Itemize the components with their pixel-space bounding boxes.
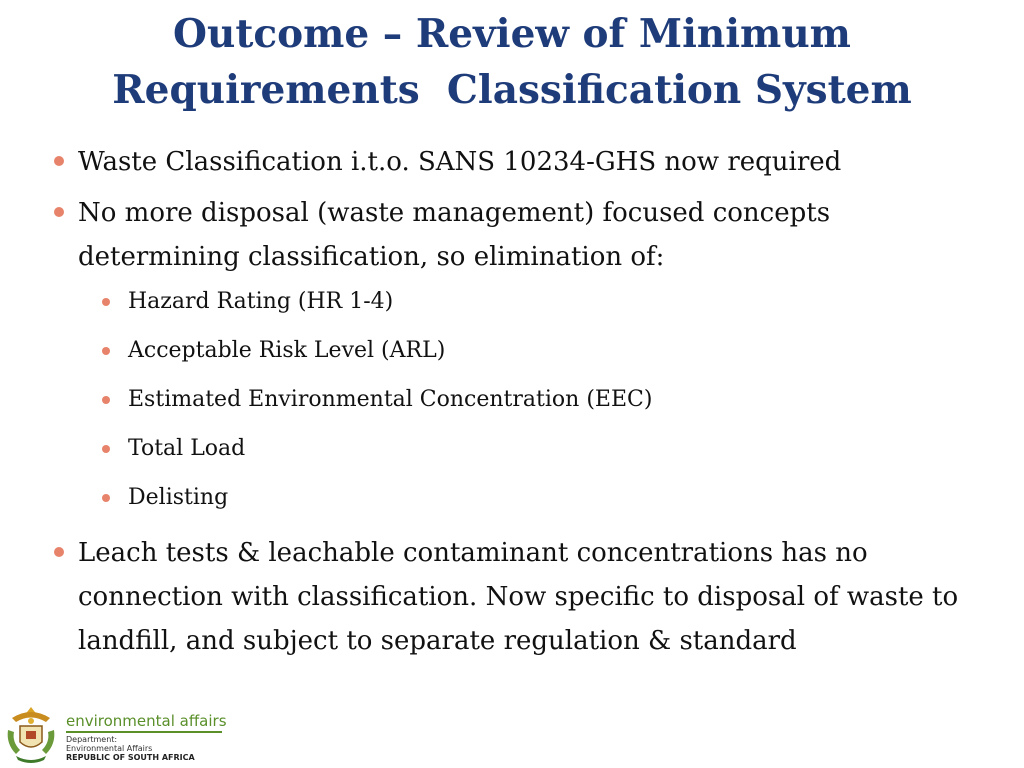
bullet-dot-icon (54, 156, 64, 166)
sub-bullet-text: Acceptable Risk Level (ARL) (128, 338, 446, 363)
bullet-dot-icon (54, 547, 64, 557)
logo-divider (66, 731, 222, 733)
bullet-text: Waste Classification i.t.o. SANS 10234-GHS now required (78, 147, 842, 177)
title-line-2: Requirements Classification System (112, 67, 912, 113)
slide-body (48, 140, 998, 670)
logo-dept-line-2: Environmental Affairs (66, 744, 153, 753)
coat-of-arms-icon (2, 704, 60, 766)
bullet-dot-icon (102, 347, 110, 355)
department-logo (0, 700, 230, 768)
sub-bullet-text: Hazard Rating (HR 1-4) (128, 289, 394, 314)
bullet-text: No more disposal (waste management) focused concepts determining classification, so elimination of: (78, 198, 831, 272)
sub-bullet-item (100, 384, 998, 416)
bullet-dot-icon (54, 207, 64, 217)
sub-bullet-text: Delisting (128, 485, 229, 510)
sub-bullet-text: Estimated Environmental Concentration (EEC) (128, 387, 653, 412)
bullet-dot-icon (102, 445, 110, 453)
bullet-item (48, 140, 998, 184)
sub-bullet-item (100, 335, 998, 367)
sub-bullet-text: Total Load (128, 436, 246, 461)
bullet-dot-icon (102, 396, 110, 404)
logo-dept-line-1: Department: (66, 735, 118, 744)
slide-title (20, 6, 1004, 118)
bullet-dot-icon (102, 494, 110, 502)
bullet-item (48, 531, 998, 663)
logo-country: REPUBLIC OF SOUTH AFRICA (66, 753, 195, 762)
sub-bullet-item (100, 482, 998, 514)
sub-bullet-list (100, 286, 998, 514)
sub-bullet-item (100, 286, 998, 318)
bullet-dot-icon (102, 298, 110, 306)
logo-department (66, 735, 152, 753)
bullet-text: Leach tests & leachable contaminant concentrations has no connection with classification. Now specific to disposal of waste to landfill, and subject to separate regulation & standard (78, 538, 959, 656)
sub-bullet-item (100, 433, 998, 465)
logo-name: environmental affairs (66, 712, 227, 730)
bullet-item (48, 191, 998, 279)
title-line-1: Outcome – Review of Minimum (173, 11, 851, 57)
